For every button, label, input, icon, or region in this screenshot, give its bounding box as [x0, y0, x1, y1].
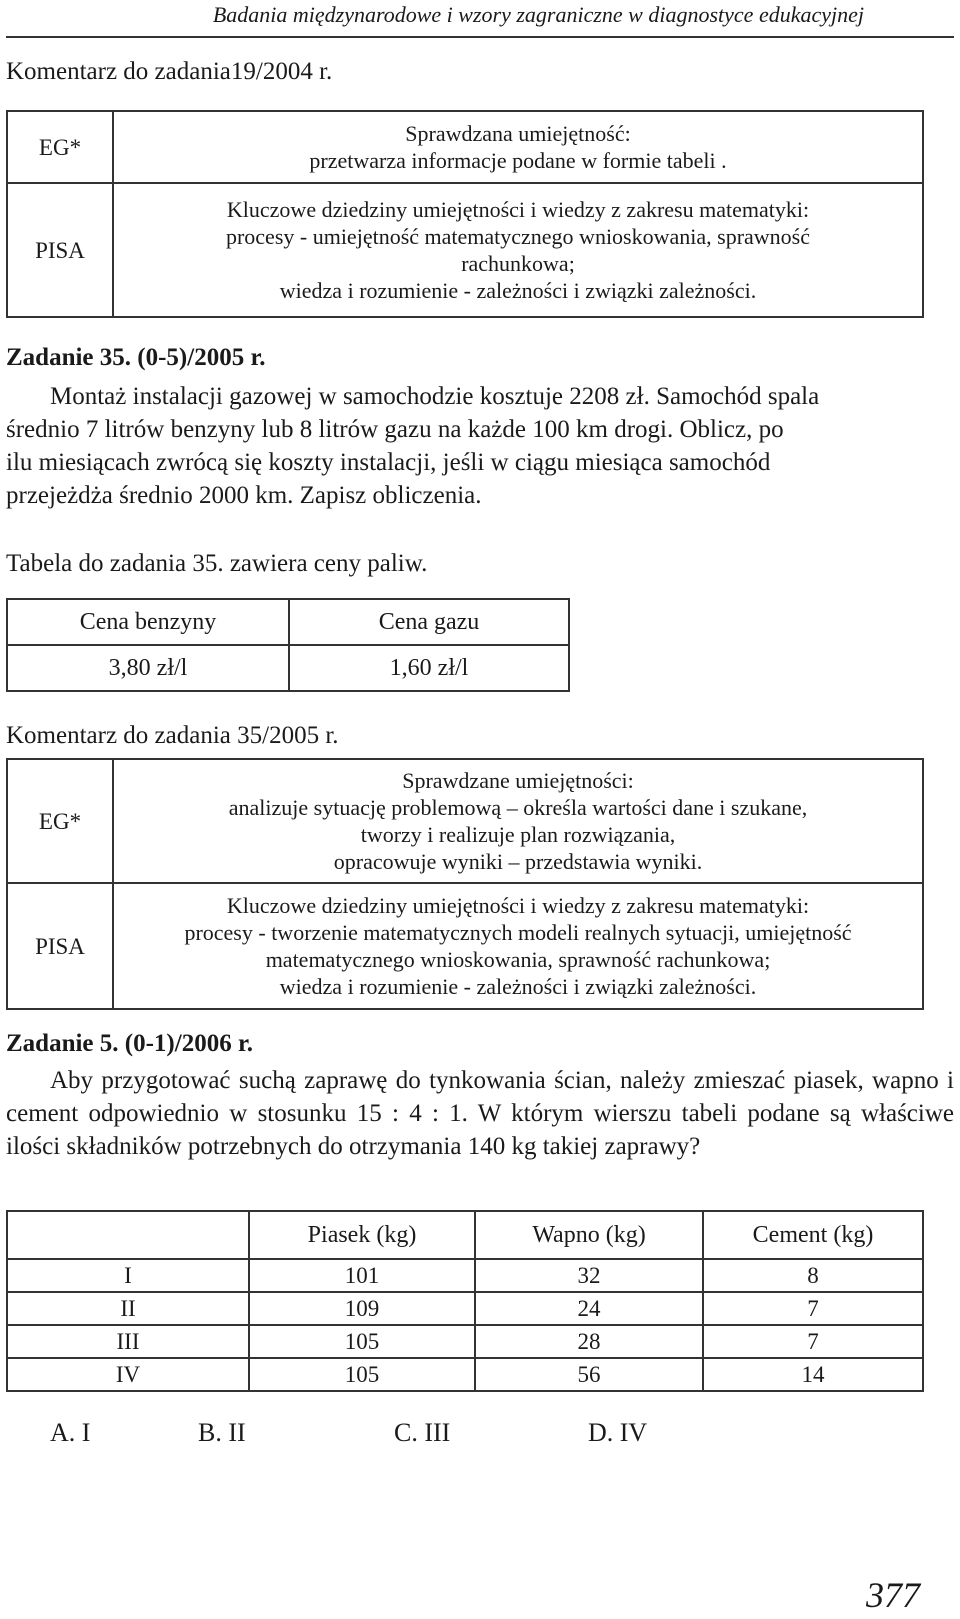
table-row: IV 105 56 14	[7, 1358, 923, 1391]
eg-skill-cell: Sprawdzane umiejętności: analizuje sytuację problemową – określa wartości dane i szukane, tworzy i realizuje plan rozwiązania, opracowuje wyniki – przedstawia wyniki.	[113, 759, 923, 883]
mixture-header-sand: Piasek (kg)	[249, 1211, 475, 1259]
comment-2005-heading: Komentarz do zadania 35/2005 r.	[6, 722, 339, 749]
price-header-gas: Cena gazu	[289, 599, 569, 645]
comment-2005-table	[6, 758, 924, 1010]
mixture-header-lime: Wapno (kg)	[475, 1211, 703, 1259]
fuel-price-table	[6, 598, 570, 692]
running-header-text: Badania międzynarodowe i wzory zagraniczne w diagnostyce edukacyjnej	[212, 2, 864, 27]
table-row: III 105 28 7	[7, 1325, 923, 1358]
table-row: I 101 32 8	[7, 1259, 923, 1292]
task-35-table-caption: Tabela do zadania 35. zawiera ceny paliw.	[6, 550, 428, 577]
task-35-text: Montaż instalacji gazowej w samochodzie kosztuje 2208 zł. Samochód spala średnio 7 litrów benzyny lub 8 litrów gazu na każde 100 km drogi. Oblicz, po ilu miesiącach zwrócą się koszty instalacji, jeśli w ciągu miesiąca samochód przejeżdża średnio 2000 km. Zapisz obliczenia.	[6, 383, 820, 509]
eg-label: EG*	[7, 759, 113, 883]
comment-2004-heading: Komentarz do zadania19/2004 r.	[6, 58, 333, 85]
pisa-label: PISA	[7, 883, 113, 1009]
eg-label: EG*	[7, 111, 113, 183]
eg-skill-cell: Sprawdzana umiejętność: przetwarza informacje podane w formie tabeli .	[113, 111, 923, 183]
answer-option-a: A. I	[50, 1418, 91, 1447]
pisa-skill-cell: Kluczowe dziedziny umiejętności i wiedzy z zakresu matematyki: procesy - umiejętność matematycznego wnioskowania, sprawność rachunkowa; wiedza i rozumienie - zależności i związki zależności.	[113, 183, 923, 317]
comment-2004-table	[6, 110, 924, 318]
task-35-title: Zadanie 35. (0-5)/2005 r.	[6, 344, 266, 371]
mixture-table	[6, 1210, 924, 1392]
mixture-header-row	[7, 1211, 249, 1259]
price-value-petrol: 3,80 zł/l	[7, 645, 289, 691]
table-row: II 109 24 7	[7, 1292, 923, 1325]
pisa-label: PISA	[7, 183, 113, 317]
answer-option-b: B. II	[198, 1418, 246, 1447]
price-value-gas: 1,60 zł/l	[289, 645, 569, 691]
answer-option-c: C. III	[394, 1418, 451, 1447]
task-5-text: Aby przygotować suchą zaprawę do tynkowania ścian, należy zmieszać piasek, wapno i cement odpowiednio w stosunku 15 : 4 : 1. W którym wierszu tabeli podane są właściwe ilości składników potrzebnych do otrzymania 140 kg takiej zaprawy?	[6, 1067, 954, 1160]
price-header-petrol: Cena benzyny	[7, 599, 289, 645]
answer-option-d: D. IV	[588, 1418, 648, 1447]
mixture-header-cement: Cement (kg)	[703, 1211, 923, 1259]
pisa-skill-cell: Kluczowe dziedziny umiejętności i wiedzy z zakresu matematyki: procesy - tworzenie matematycznych modeli realnych sytuacji, umiejętność matematycznego wnioskowania, sprawność rachunkowa; wiedza i rozumienie - zależności i związki zależności.	[113, 883, 923, 1009]
running-header	[6, 0, 954, 38]
page-number: 377	[866, 1575, 920, 1615]
task-5-title: Zadanie 5. (0-1)/2006 r.	[6, 1030, 253, 1057]
